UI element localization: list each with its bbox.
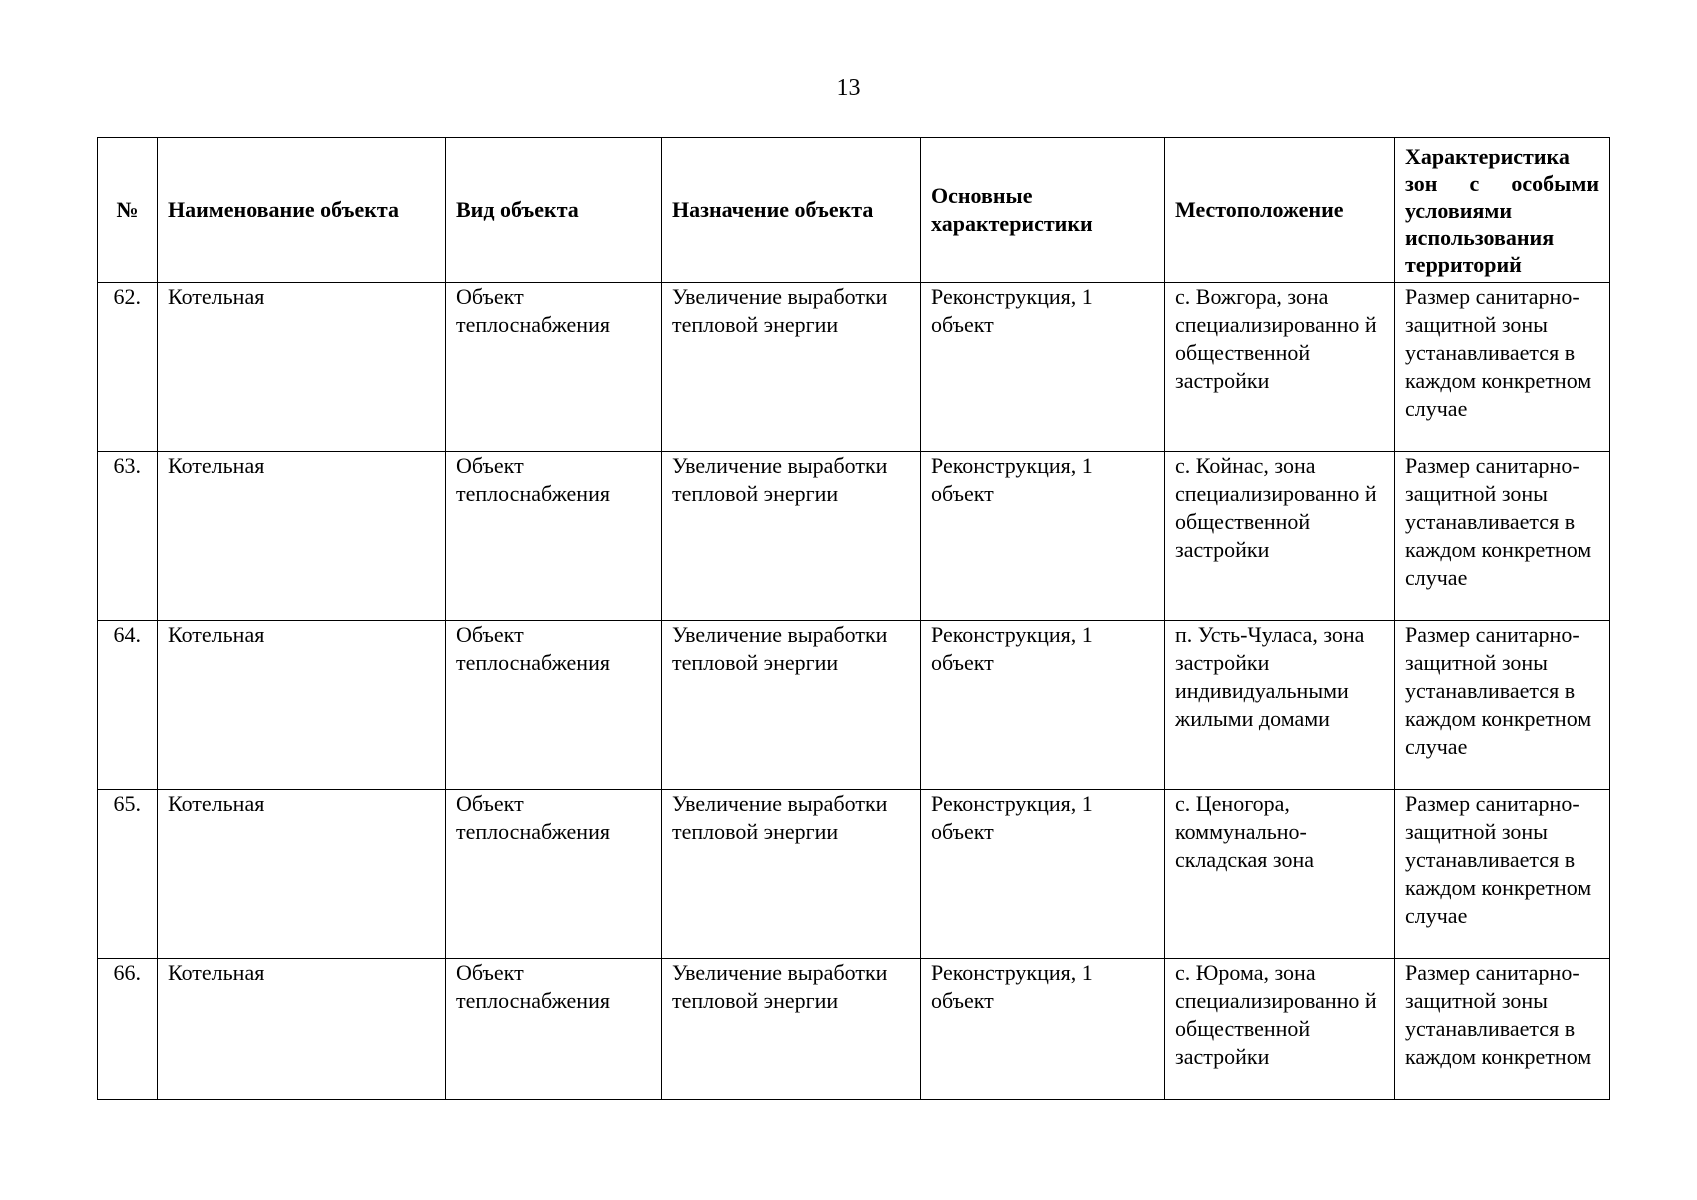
special-zones: Размер санитарно-защитной зоны устанавливается в каждом конкретном случае bbox=[1395, 621, 1610, 790]
header-special-zones-line: зон с особыми bbox=[1405, 170, 1599, 196]
object-name: Котельная bbox=[158, 621, 446, 790]
special-zones: Размер санитарно-защитной зоны устанавливается в каждом конкретном случае bbox=[1395, 283, 1610, 452]
location: с. Ценогора, коммунально-складская зона bbox=[1165, 790, 1395, 959]
main-characteristics: Реконструкция, 1 объект bbox=[921, 959, 1165, 1100]
main-characteristics: Реконструкция, 1 объект bbox=[921, 283, 1165, 452]
objects-table bbox=[97, 137, 1610, 1100]
object-type: Объект теплоснабжения bbox=[446, 790, 662, 959]
object-type: Объект теплоснабжения bbox=[446, 452, 662, 621]
header-special-zones bbox=[1395, 138, 1610, 283]
special-zones: Размер санитарно-защитной зоны устанавливается в каждом конкретном случае bbox=[1395, 452, 1610, 621]
header-special-zones-line: Характеристика bbox=[1405, 143, 1570, 169]
header-main-characteristics: Основные характеристики bbox=[921, 138, 1165, 283]
main-characteristics: Реконструкция, 1 объект bbox=[921, 790, 1165, 959]
header-object-name: Наименование объекта bbox=[158, 138, 446, 283]
object-name: Котельная bbox=[158, 283, 446, 452]
header-special-zones-line: территорий bbox=[1405, 251, 1522, 277]
main-characteristics: Реконструкция, 1 объект bbox=[921, 452, 1165, 621]
row-number: 63. bbox=[98, 452, 158, 621]
table-row bbox=[98, 790, 1610, 959]
location: с. Юрома, зона специализированно й общественной застройки bbox=[1165, 959, 1395, 1100]
header-number: № bbox=[98, 138, 158, 283]
location: с. Койнас, зона специализированно й общественной застройки bbox=[1165, 452, 1395, 621]
object-name: Котельная bbox=[158, 452, 446, 621]
header-object-purpose: Назначение объекта bbox=[662, 138, 921, 283]
object-name: Котельная bbox=[158, 959, 446, 1100]
row-number: 62. bbox=[98, 283, 158, 452]
table-header-row bbox=[98, 138, 1610, 283]
location: с. Вожгора, зона специализированно й общественной застройки bbox=[1165, 283, 1395, 452]
table-row bbox=[98, 452, 1610, 621]
header-location: Местоположение bbox=[1165, 138, 1395, 283]
object-purpose: Увеличение выработки тепловой энергии bbox=[662, 621, 921, 790]
header-special-zones-line: использования bbox=[1405, 224, 1555, 250]
row-number: 65. bbox=[98, 790, 158, 959]
special-zones: Размер санитарно-защитной зоны устанавливается в каждом конкретном bbox=[1395, 959, 1610, 1100]
table-row bbox=[98, 959, 1610, 1100]
special-zones: Размер санитарно-защитной зоны устанавливается в каждом конкретном случае bbox=[1395, 790, 1610, 959]
row-number: 66. bbox=[98, 959, 158, 1100]
table-row bbox=[98, 283, 1610, 452]
object-purpose: Увеличение выработки тепловой энергии bbox=[662, 452, 921, 621]
header-object-type: Вид объекта bbox=[446, 138, 662, 283]
object-purpose: Увеличение выработки тепловой энергии bbox=[662, 959, 921, 1100]
row-number: 64. bbox=[98, 621, 158, 790]
page-number: 13 bbox=[836, 75, 861, 101]
main-characteristics: Реконструкция, 1 объект bbox=[921, 621, 1165, 790]
object-purpose: Увеличение выработки тепловой энергии bbox=[662, 790, 921, 959]
location: п. Усть-Чуласа, зона застройки индивидуальными жилыми домами bbox=[1165, 621, 1395, 790]
object-type: Объект теплоснабжения bbox=[446, 621, 662, 790]
table-row bbox=[98, 621, 1610, 790]
object-type: Объект теплоснабжения bbox=[446, 959, 662, 1100]
header-special-zones-line: условиями bbox=[1405, 197, 1513, 223]
object-purpose: Увеличение выработки тепловой энергии bbox=[662, 283, 921, 452]
object-type: Объект теплоснабжения bbox=[446, 283, 662, 452]
object-name: Котельная bbox=[158, 790, 446, 959]
